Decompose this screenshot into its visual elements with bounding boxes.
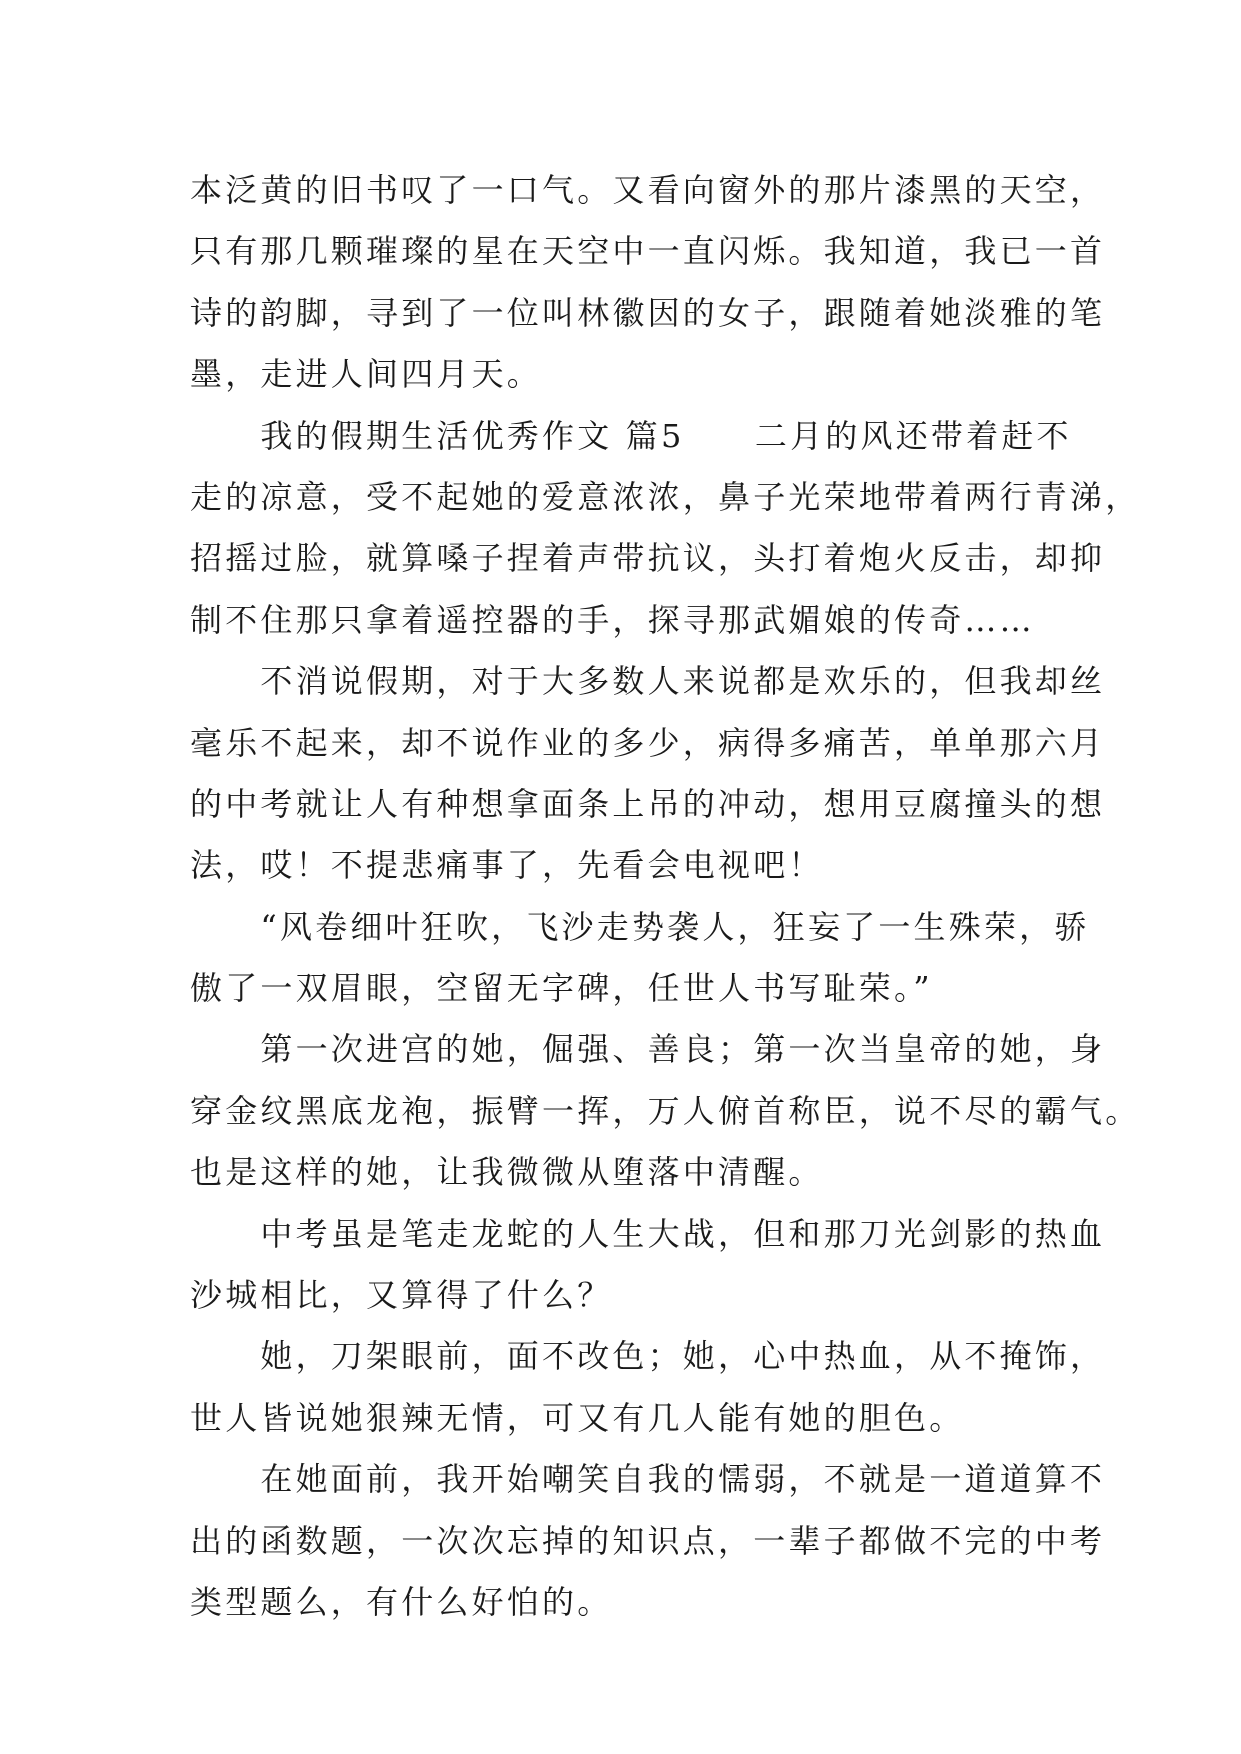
text-line: 法，哎！不提悲痛事了，先看会电视吧！ — [190, 846, 824, 885]
text-line: 在她面前，我开始嘲笑自我的懦弱，不就是一道道算不 — [190, 1460, 1106, 1499]
text-line: 中考虽是笔走龙蛇的人生大战，但和那刀光剑影的热血 — [190, 1214, 1106, 1253]
text-line: 类型题么，有什么好怕的。 — [190, 1582, 613, 1621]
text-line: 也是这样的她，让我微微从堕落中清醒。 — [190, 1153, 824, 1192]
text-line: 毫乐不起来，却不说作业的多少，病得多痛苦，单单那六月 — [190, 723, 1106, 762]
text-line: 第一次进宫的她，倔强、善良；第一次当皇帝的她，身 — [190, 1030, 1106, 1069]
text-line: 傲了一双眉眼，空留无字碑，任世人书写耻荣。” — [190, 969, 933, 1008]
text-line: 只有那几颗璀璨的星在天空中一直闪烁。我知道，我已一首 — [190, 232, 1106, 271]
text-line: 本泛黄的旧书叹了一口气。又看向窗外的那片漆黑的天空， — [190, 171, 1106, 209]
text-line: 制不住那只拿着遥控器的手，探寻那武媚娘的传奇…… — [190, 600, 1035, 639]
text-line: 招摇过脸，就算嗓子捏着声带抗议，头打着炮火反击，却抑 — [190, 539, 1106, 578]
text-line: “风卷细叶狂吹，飞沙走势袭人，狂妄了一生殊荣，骄 — [190, 907, 1090, 946]
text-line: 的中考就让人有种想拿面条上吊的冲动，想用豆腐撞头的想 — [190, 784, 1106, 823]
text-line: 不消说假期，对于大多数人来说都是欢乐的，但我却丝 — [190, 662, 1106, 701]
text-line: 穿金纹黑底龙袍，振臂一挥，万人俯首称臣，说不尽的霸气。 — [190, 1091, 1141, 1130]
text-line: 她，刀架眼前，面不改色；她，心中热血，从不掩饰， — [190, 1337, 1106, 1376]
text-line: 我的假期生活优秀作文 篇5 二月的风还带着赶不 — [190, 416, 1072, 455]
text-line: 出的函数题，一次次忘掉的知识点，一辈子都做不完的中考 — [190, 1521, 1106, 1560]
text-line: 世人皆说她狠辣无情，可又有几人能有她的胆色。 — [190, 1398, 965, 1437]
text-line: 墨，走进人间四月天。 — [190, 355, 543, 394]
text-line: 走的凉意，受不起她的爱意浓浓，鼻子光荣地带着两行青涕， — [190, 477, 1141, 516]
text-line: 诗的韵脚，寻到了一位叫林徽因的女子，跟随着她淡雅的笔 — [190, 293, 1106, 332]
document-body — [190, 160, 1141, 1633]
text-line: 沙城相比，又算得了什么？ — [190, 1276, 613, 1315]
